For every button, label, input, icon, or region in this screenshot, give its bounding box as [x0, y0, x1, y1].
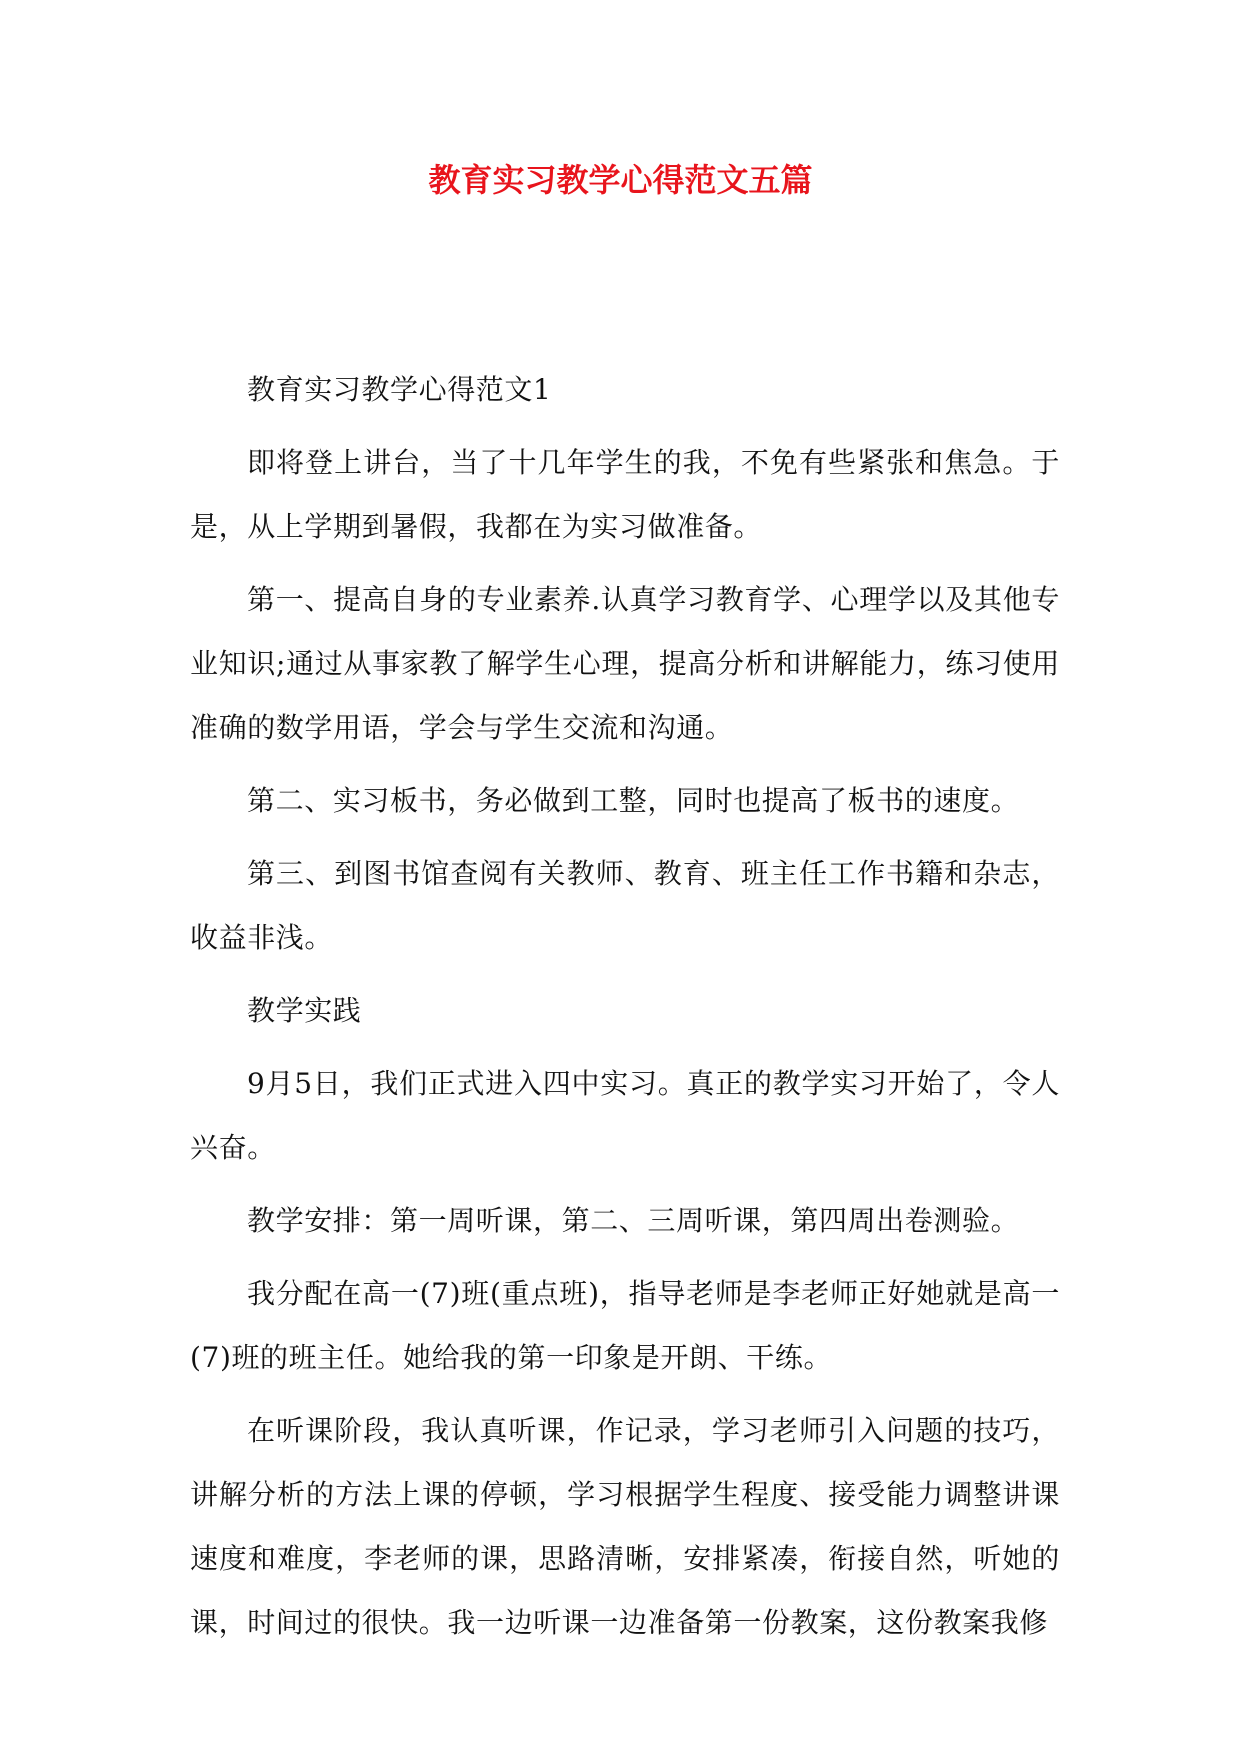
paragraph: 第一、提高自身的专业素养.认真学习教育学、心理学以及其他专业知识;通过从事家教了解学生心理，提高分析和讲解能力，练习使用准确的数学用语，学会与学生交流和沟通。	[190, 583, 1060, 744]
paragraph: 教学实践	[247, 994, 362, 1027]
document-body	[190, 358, 1060, 1664]
paragraph: 教学安排：第一周听课，第二、三周听课，第四周出卷测验。	[247, 1204, 1020, 1237]
paragraph: 教育实习教学心得范文1	[247, 373, 552, 406]
paragraph: 即将登上讲台，当了十几年学生的我，不免有些紧张和焦急。于是，从上学期到暑假，我都在为实习做准备。	[190, 446, 1060, 543]
paragraph: 在听课阶段，我认真听课，作记录，学习老师引入问题的技巧，讲解分析的方法上课的停顿，学习根据学生程度、接受能力调整讲课速度和难度，李老师的课，思路清晰，安排紧凑，衔接自然，听她的课，时间过的很快。我一边听课一边准备第一份教案，这份教案我修	[190, 1414, 1060, 1639]
paragraph: 第二、实习板书，务必做到工整，同时也提高了板书的速度。	[247, 784, 1020, 817]
paragraph: 第三、到图书馆查阅有关教师、教育、班主任工作书籍和杂志，收益非浅。	[190, 857, 1060, 954]
paragraph: 9月5日，我们正式进入四中实习。真正的教学实习开始了，令人兴奋。	[190, 1067, 1060, 1164]
document-title: 教育实习教学心得范文五篇	[428, 161, 813, 199]
paragraph: 我分配在高一(7)班(重点班)，指导老师是李老师正好她就是高一(7)班的班主任。她给我的第一印象是开朗、干练。	[190, 1277, 1060, 1374]
